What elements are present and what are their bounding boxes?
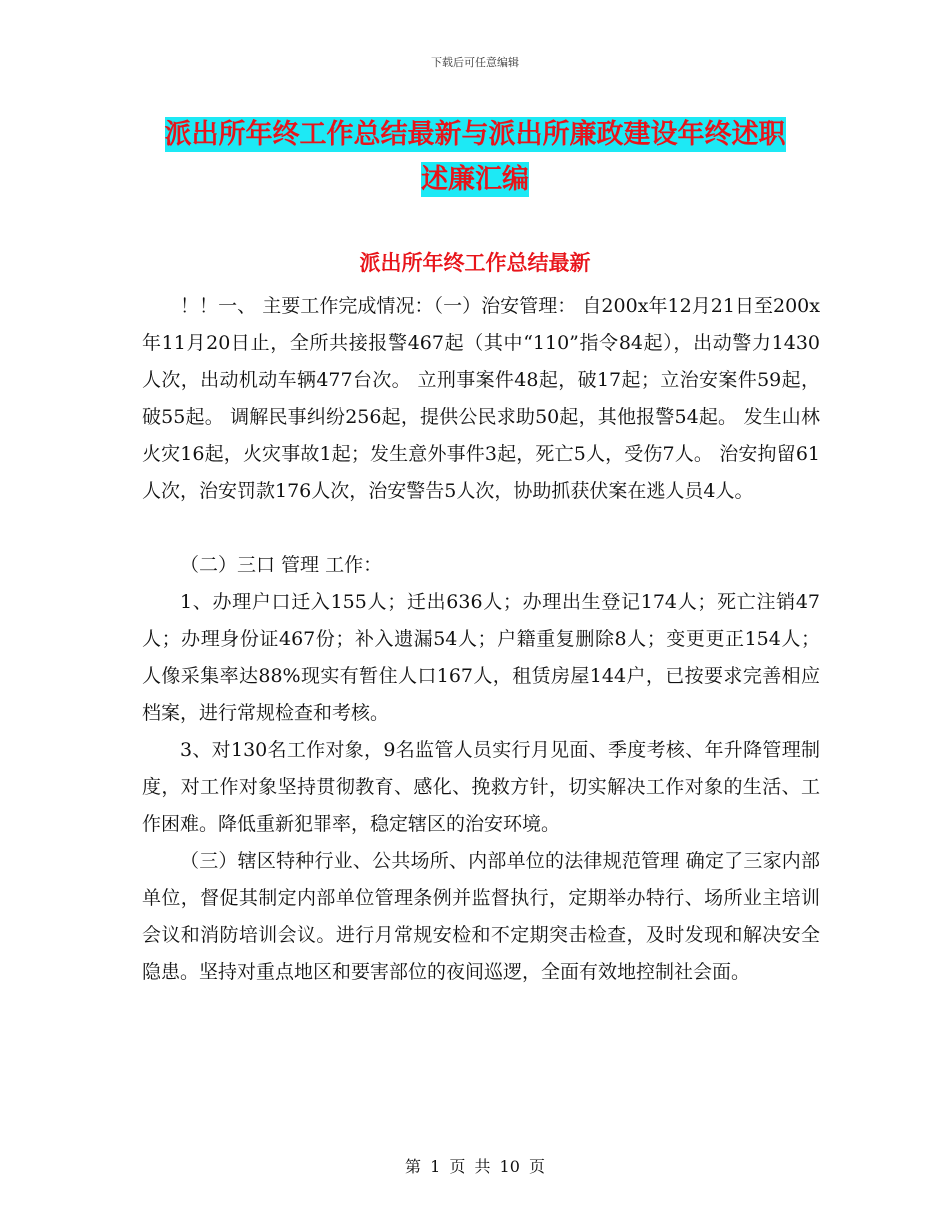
document-title — [0, 112, 950, 202]
paragraph-special-industries: （三）辖区特种行业、公共场所、内部单位的法律规范管理 确定了三家内部单位，督促其制定内部单位管理条例并监督执行，定期举办特行、场所业主培训会议和消防培训会议。进行月常规安检和不定期突击检查，及时发现和解决安全隐患。坚持对重点地区和要害部位的夜间巡逻，全面有效地控制社会面。 — [142, 850, 820, 983]
paragraph-supervision: 3、对130名工作对象，9名监管人员实行月见面、季度考核、年升降管理制度，对工作对象坚持贯彻教育、感化、挽救方针，切实解决工作对象的生活、工作困难。降低重新犯罪率，稳定辖区的治安环境。 — [142, 739, 820, 835]
paragraph-household-registration: 1、办理户口迁入155人；迁出636人；办理出生登记174人；死亡注销47人；办理身份证467份；补入遗漏54人；户籍重复删除8人；变更更正154人；人像采集率达88%现实有暂住人口167人，租赁房屋144户，已按要求完善相应档案，进行常规检查和考核。 — [142, 591, 820, 724]
title-line-2: 述廉汇编 — [421, 164, 529, 195]
document-body — [142, 288, 820, 991]
paragraph-heading-household: （二）三口 管理 工作： — [180, 554, 383, 576]
paragraph-public-security: ！！一、 主要工作完成情况：（一）治安管理： 自200x年12月21日至200x年11月20日止，全所共接报警467起（其中“110”指令84起），出动警力1430人次，出动机动车辆477台次。 立刑事案件48起，破17起；立治安案件59起，破55起。 调解民事纠纷256起，提供公民求助50起，其他报警54起。 发生山林火灾16起，火灾事故1起；发生意外事件3起，死亡5人，受伤7人。 治安拘留61人次，治安罚款176人次，治安警告5人次，协助抓获伏案在逃人员4人。 — [142, 295, 820, 502]
section-title: 派出所年终工作总结最新 — [359, 251, 591, 275]
title-line-1: 派出所年终工作总结最新与派出所廉政建设年终述职 — [164, 119, 786, 150]
page-number: 第 1 页 共 10 页 — [405, 1157, 545, 1176]
page-header-note: 下载后可任意编辑 — [431, 56, 519, 69]
